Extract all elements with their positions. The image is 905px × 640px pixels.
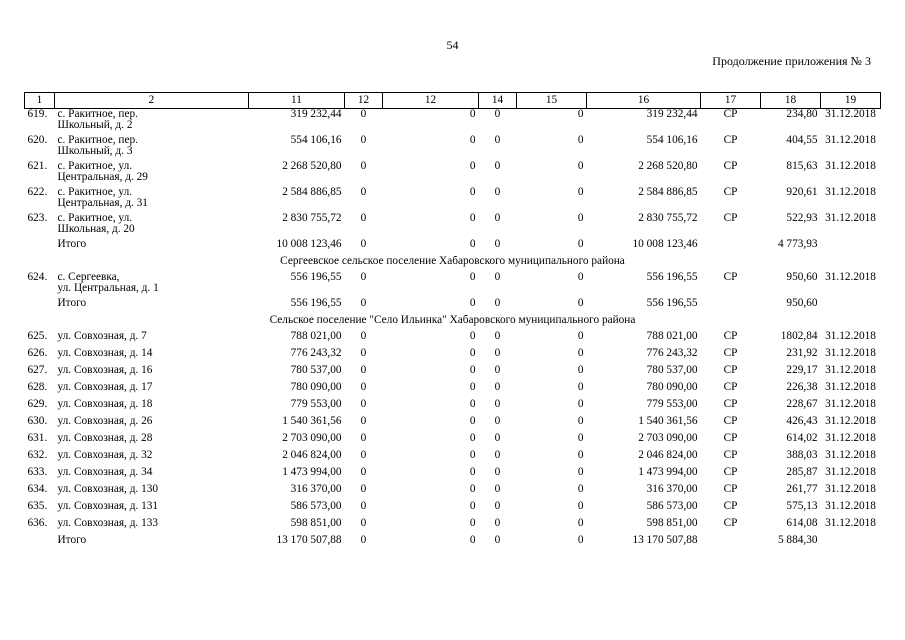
deadline-date: 31.12.2018	[825, 433, 876, 444]
deadline-date: 31.12.2018	[825, 272, 876, 283]
total-cost: 319 232,44	[646, 108, 698, 120]
area-value: 228,67	[786, 399, 818, 410]
method-code: СР	[723, 272, 738, 283]
address-cell	[55, 135, 249, 161]
col-header: 17	[701, 93, 761, 109]
address-cell	[55, 298, 249, 315]
area-value: 285,87	[786, 467, 818, 478]
table-row	[25, 331, 881, 348]
total-cost: 554 106,16	[646, 135, 698, 146]
total-cost: 779 553,00	[646, 399, 698, 410]
total-cost: 556 196,55	[646, 272, 698, 283]
row-number: 634.	[27, 484, 48, 495]
col12b-value: 0	[469, 365, 476, 376]
area-value: 234,80	[786, 108, 818, 120]
area-value: 229,17	[786, 365, 818, 376]
table-row	[25, 109, 881, 136]
method-code: СР	[723, 433, 738, 444]
total-cost: 780 090,00	[646, 382, 698, 393]
total-cost: 556 196,55	[646, 298, 698, 309]
row-number: 629.	[27, 399, 48, 410]
address-line-1: ул. Совхозная, д. 18	[57, 399, 153, 410]
deadline-date: 31.12.2018	[825, 518, 876, 529]
col-header: 12	[345, 93, 383, 109]
address-cell	[55, 213, 249, 239]
row-number: 628.	[27, 382, 48, 393]
address-cell	[55, 467, 249, 484]
table-row	[25, 416, 881, 433]
row-number: 621.	[27, 161, 48, 172]
col12b-value: 0	[469, 161, 476, 172]
col12a-value: 0	[360, 213, 367, 224]
address-line-1: ул. Совхозная, д. 17	[57, 382, 153, 393]
total-row	[25, 239, 881, 256]
area-value: 950,60	[786, 298, 818, 309]
col14-value: 0	[494, 108, 501, 120]
address-cell	[55, 518, 249, 535]
col14-value: 0	[494, 365, 501, 376]
appendix-table	[24, 92, 881, 552]
col15-value: 0	[577, 298, 584, 309]
col12a-value: 0	[360, 348, 367, 359]
deadline-date	[821, 298, 881, 315]
col14-value: 0	[494, 187, 501, 198]
row-number: 620.	[27, 135, 48, 146]
col12a-value: 0	[360, 382, 367, 393]
method-code: СР	[723, 501, 738, 512]
row-number: 624.	[27, 272, 48, 283]
deadline-date: 31.12.2018	[825, 348, 876, 359]
col-header: 16	[587, 93, 701, 109]
deadline-date: 31.12.2018	[825, 161, 876, 172]
deadline-date: 31.12.2018	[825, 450, 876, 461]
address-line-1: ул. Совхозная, д. 32	[57, 450, 153, 461]
area-value: 426,43	[786, 416, 818, 427]
area-value: 4 773,93	[777, 239, 818, 250]
col12a-value: 0	[360, 135, 367, 146]
address-line-1: Итого	[57, 535, 87, 546]
col12b-value: 0	[469, 348, 476, 359]
address-line-2: Центральная, д. 31	[57, 197, 148, 209]
method-code	[701, 298, 761, 315]
col12b-value: 0	[469, 416, 476, 427]
col12b-value: 0	[469, 213, 476, 224]
table-row	[25, 450, 881, 467]
method-code: СР	[723, 382, 738, 393]
deadline-date: 31.12.2018	[825, 484, 876, 495]
address-cell	[55, 535, 249, 552]
address-line-1: Итого	[57, 298, 87, 309]
deadline-date	[821, 535, 881, 552]
col12b-value: 0	[469, 535, 476, 546]
address-line-1: ул. Совхозная, д. 131	[57, 501, 159, 512]
col15-value: 0	[577, 433, 584, 444]
row-number: 623.	[27, 213, 48, 224]
sum-with-subsidy: 776 243,32	[290, 348, 342, 359]
row-number: 631.	[27, 433, 48, 444]
address-line-1: ул. Совхозная, д. 130	[57, 484, 159, 495]
col15-value: 0	[577, 272, 584, 283]
row-number: 630.	[27, 416, 48, 427]
col12b-value: 0	[469, 450, 476, 461]
total-cost: 2 830 755,72	[638, 213, 698, 224]
col-header: 11	[249, 93, 345, 109]
table-row	[25, 433, 881, 450]
address-line-1: ул. Совхозная, д. 34	[57, 467, 153, 478]
sum-with-subsidy: 556 196,55	[290, 298, 342, 309]
col15-value: 0	[577, 399, 584, 410]
address-line-2: Центральная, д. 29	[57, 171, 148, 183]
col12a-value: 0	[360, 518, 367, 529]
table-row	[25, 382, 881, 399]
table-row	[25, 135, 881, 161]
table-row	[25, 213, 881, 239]
method-code: СР	[723, 108, 738, 120]
method-code	[701, 239, 761, 256]
address-line-1: ул. Совхозная, д. 7	[57, 331, 147, 342]
col14-value: 0	[494, 501, 501, 512]
col-header: 2	[55, 93, 249, 109]
method-code: СР	[723, 213, 738, 224]
address-line-1: с. Ракитное, пер.	[57, 135, 138, 146]
table-row	[25, 187, 881, 213]
address-cell	[55, 272, 249, 298]
row-number: 625.	[27, 331, 48, 342]
col14-value: 0	[494, 161, 501, 172]
address-cell	[55, 399, 249, 416]
col15-value: 0	[577, 135, 584, 146]
col15-value: 0	[577, 187, 584, 198]
table-row	[25, 399, 881, 416]
total-row	[25, 535, 881, 552]
total-cost: 1 473 994,00	[638, 467, 698, 478]
col12b-value: 0	[469, 187, 476, 198]
col12b-value: 0	[469, 484, 476, 495]
method-code: СР	[723, 187, 738, 198]
col12b-value: 0	[469, 501, 476, 512]
col12b-value: 0	[469, 331, 476, 342]
col14-value: 0	[494, 450, 501, 461]
col14-value: 0	[494, 416, 501, 427]
method-code: СР	[723, 331, 738, 342]
section-heading: Сергеевское сельское поселение Хабаровского муниципального района	[280, 256, 625, 267]
col12a-value: 0	[360, 331, 367, 342]
header-row	[25, 93, 881, 109]
col14-value: 0	[494, 298, 501, 309]
col12b-value: 0	[469, 518, 476, 529]
address-line-2: Школьный, д. 3	[57, 145, 133, 157]
total-cost: 316 370,00	[646, 484, 698, 495]
col15-value: 0	[577, 382, 584, 393]
col12a-value: 0	[360, 272, 367, 283]
deadline-date: 31.12.2018	[825, 187, 876, 198]
col14-value: 0	[494, 135, 501, 146]
col12a-value: 0	[360, 108, 367, 120]
total-cost: 2 268 520,80	[638, 161, 698, 172]
area-value: 614,08	[786, 518, 818, 529]
col15-value: 0	[577, 365, 584, 376]
col-header: 19	[821, 93, 881, 109]
address-line-1: с. Ракитное, пер.	[57, 108, 138, 120]
area-value: 614,02	[786, 433, 818, 444]
deadline-date: 31.12.2018	[825, 467, 876, 478]
continuation-label: Продолжение приложения № 3	[712, 54, 871, 68]
deadline-date: 31.12.2018	[825, 399, 876, 410]
sum-with-subsidy: 13 170 507,88	[276, 535, 342, 546]
row-number	[25, 535, 55, 552]
col12b-value: 0	[469, 272, 476, 283]
row-number: 632.	[27, 450, 48, 461]
col12a-value: 0	[360, 484, 367, 495]
total-cost: 586 573,00	[646, 501, 698, 512]
area-value: 815,63	[786, 161, 818, 172]
deadline-date: 31.12.2018	[825, 135, 876, 146]
area-value: 226,38	[786, 382, 818, 393]
address-cell	[55, 450, 249, 467]
col14-value: 0	[494, 348, 501, 359]
area-value: 522,93	[786, 213, 818, 224]
deadline-date: 31.12.2018	[825, 331, 876, 342]
deadline-date: 31.12.2018	[825, 382, 876, 393]
address-cell	[55, 239, 249, 256]
address-line-1: с. Сергеевка,	[57, 272, 120, 283]
address-cell	[55, 348, 249, 365]
col-header: 14	[479, 93, 517, 109]
col14-value: 0	[494, 239, 501, 250]
col12b-value: 0	[469, 467, 476, 478]
col14-value: 0	[494, 433, 501, 444]
sum-with-subsidy: 1 473 994,00	[282, 467, 342, 478]
deadline-date: 31.12.2018	[825, 416, 876, 427]
table-row	[25, 161, 881, 187]
sum-with-subsidy: 598 851,00	[290, 518, 342, 529]
address-cell	[55, 433, 249, 450]
col14-value: 0	[494, 484, 501, 495]
method-code: СР	[723, 135, 738, 146]
col15-value: 0	[577, 348, 584, 359]
total-cost: 788 021,00	[646, 331, 698, 342]
area-value: 404,55	[786, 135, 818, 146]
address-cell	[55, 416, 249, 433]
col12a-value: 0	[360, 365, 367, 376]
col15-value: 0	[577, 518, 584, 529]
address-cell	[55, 382, 249, 399]
col12a-value: 0	[360, 450, 367, 461]
col12b-value: 0	[469, 399, 476, 410]
col-header: 1	[25, 93, 55, 109]
row-number	[25, 298, 55, 315]
section-heading: Сельское поселение "Село Ильинка" Хабаровского муниципального района	[269, 315, 636, 326]
col12a-value: 0	[360, 399, 367, 410]
area-value: 231,92	[786, 348, 818, 359]
total-cost: 2 046 824,00	[638, 450, 698, 461]
col12b-value: 0	[469, 298, 476, 309]
col14-value: 0	[494, 518, 501, 529]
col-header: 12	[383, 93, 479, 109]
deadline-date: 31.12.2018	[825, 213, 876, 224]
col15-value: 0	[577, 467, 584, 478]
method-code: СР	[723, 399, 738, 410]
col14-value: 0	[494, 535, 501, 546]
col12a-value: 0	[360, 416, 367, 427]
col12a-value: 0	[360, 187, 367, 198]
col14-value: 0	[494, 382, 501, 393]
deadline-date: 31.12.2018	[825, 365, 876, 376]
deadline-date: 31.12.2018	[825, 501, 876, 512]
col15-value: 0	[577, 535, 584, 546]
sum-with-subsidy: 10 008 123,46	[276, 239, 342, 250]
total-cost: 2 703 090,00	[638, 433, 698, 444]
address-line-1: ул. Совхозная, д. 28	[57, 433, 153, 444]
area-value: 920,61	[786, 187, 818, 198]
address-line-1: ул. Совхозная, д. 16	[57, 365, 153, 376]
row-number: 635.	[27, 501, 48, 512]
method-code: СР	[723, 348, 738, 359]
sum-with-subsidy: 2 703 090,00	[282, 433, 342, 444]
sum-with-subsidy: 2 268 520,80	[282, 161, 342, 172]
col14-value: 0	[494, 331, 501, 342]
total-cost: 10 008 123,46	[632, 239, 698, 250]
col12a-value: 0	[360, 535, 367, 546]
method-code	[701, 535, 761, 552]
col12b-value: 0	[469, 433, 476, 444]
method-code: СР	[723, 161, 738, 172]
table-row	[25, 484, 881, 501]
address-line-1: ул. Совхозная, д. 14	[57, 348, 153, 359]
address-line-1: с. Ракитное, ул.	[57, 161, 133, 172]
total-cost: 780 537,00	[646, 365, 698, 376]
col15-value: 0	[577, 450, 584, 461]
total-cost: 2 584 886,85	[638, 187, 698, 198]
table-row	[25, 467, 881, 484]
sum-with-subsidy: 586 573,00	[290, 501, 342, 512]
address-line-2: ул. Центральная, д. 1	[57, 282, 159, 294]
method-code: СР	[723, 467, 738, 478]
method-code: СР	[723, 518, 738, 529]
col12b-value: 0	[469, 135, 476, 146]
row-number: 626.	[27, 348, 48, 359]
address-line-1: ул. Совхозная, д. 26	[57, 416, 153, 427]
sum-with-subsidy: 2 830 755,72	[282, 213, 342, 224]
area-value: 261,77	[786, 484, 818, 495]
sum-with-subsidy: 316 370,00	[290, 484, 342, 495]
row-number: 636.	[27, 518, 48, 529]
table-row	[25, 518, 881, 535]
row-number	[25, 239, 55, 256]
sum-with-subsidy: 554 106,16	[290, 135, 342, 146]
sum-with-subsidy: 1 540 361,56	[282, 416, 342, 427]
col15-value: 0	[577, 416, 584, 427]
col-header: 18	[761, 93, 821, 109]
col12a-value: 0	[360, 501, 367, 512]
col14-value: 0	[494, 213, 501, 224]
address-cell	[55, 187, 249, 213]
col12b-value: 0	[469, 239, 476, 250]
col12a-value: 0	[360, 467, 367, 478]
sum-with-subsidy: 780 090,00	[290, 382, 342, 393]
total-cost: 13 170 507,88	[632, 535, 698, 546]
sum-with-subsidy: 2 046 824,00	[282, 450, 342, 461]
sum-with-subsidy: 2 584 886,85	[282, 187, 342, 198]
col15-value: 0	[577, 501, 584, 512]
area-value: 5 884,30	[777, 535, 818, 546]
col12b-value: 0	[469, 382, 476, 393]
table-row	[25, 501, 881, 518]
col15-value: 0	[577, 213, 584, 224]
sum-with-subsidy: 319 232,44	[290, 108, 342, 120]
address-cell	[55, 484, 249, 501]
address-cell	[55, 501, 249, 518]
method-code: СР	[723, 484, 738, 495]
address-cell	[55, 331, 249, 348]
col15-value: 0	[577, 484, 584, 495]
total-cost: 1 540 361,56	[638, 416, 698, 427]
table-row	[25, 272, 881, 298]
address-cell	[55, 161, 249, 187]
address-line-1: ул. Совхозная, д. 133	[57, 518, 159, 529]
section-heading-row	[25, 315, 881, 331]
col12b-value: 0	[469, 108, 476, 120]
method-code: СР	[723, 450, 738, 461]
method-code: СР	[723, 365, 738, 376]
section-heading-row	[25, 256, 881, 272]
total-cost: 776 243,32	[646, 348, 698, 359]
table-row	[25, 348, 881, 365]
col12a-value: 0	[360, 433, 367, 444]
col15-value: 0	[577, 331, 584, 342]
area-value: 575,13	[786, 501, 818, 512]
col15-value: 0	[577, 108, 584, 120]
sum-with-subsidy: 788 021,00	[290, 331, 342, 342]
total-cost: 598 851,00	[646, 518, 698, 529]
sum-with-subsidy: 779 553,00	[290, 399, 342, 410]
address-line-2: Школьный, д. 2	[57, 119, 133, 131]
sum-with-subsidy: 780 537,00	[290, 365, 342, 376]
table-body	[25, 109, 881, 553]
table-row	[25, 365, 881, 382]
area-value: 950,60	[786, 272, 818, 283]
area-value: 1802,84	[780, 331, 818, 342]
col15-value: 0	[577, 239, 584, 250]
col14-value: 0	[494, 272, 501, 283]
total-row	[25, 298, 881, 315]
address-line-1: Итого	[57, 239, 87, 250]
col15-value: 0	[577, 161, 584, 172]
col12a-value: 0	[360, 239, 367, 250]
area-value: 388,03	[786, 450, 818, 461]
address-line-2: Школьная, д. 20	[57, 223, 135, 235]
address-line-1: с. Ракитное, ул.	[57, 187, 133, 198]
sum-with-subsidy: 556 196,55	[290, 272, 342, 283]
row-number: 622.	[27, 187, 48, 198]
address-line-1: с. Ракитное, ул.	[57, 213, 133, 224]
col14-value: 0	[494, 399, 501, 410]
page-number: 54	[446, 38, 459, 52]
row-number: 627.	[27, 365, 48, 376]
col12a-value: 0	[360, 161, 367, 172]
deadline-date	[821, 239, 881, 256]
col14-value: 0	[494, 467, 501, 478]
row-number: 633.	[27, 467, 48, 478]
address-cell	[55, 109, 249, 136]
row-number: 619.	[27, 108, 48, 120]
col12a-value: 0	[360, 298, 367, 309]
method-code: СР	[723, 416, 738, 427]
address-cell	[55, 365, 249, 382]
deadline-date: 31.12.2018	[825, 108, 876, 120]
col-header: 15	[517, 93, 587, 109]
